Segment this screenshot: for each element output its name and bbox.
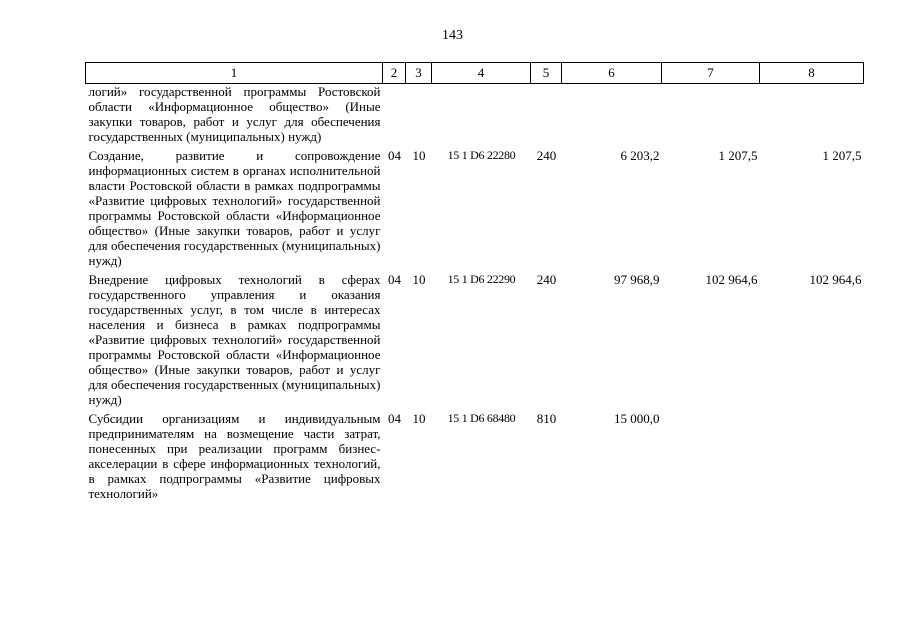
header-row bbox=[86, 63, 864, 84]
row-amount-col8 bbox=[760, 411, 864, 505]
row-description: Создание, развитие и сопровождение информационных систем в органах исполнительной власти Ростовской области в рамках подпрограммы «Развитие цифровых технологий» государственной программы Ростовской области «Информационное общество» (Иные закупки товаров, работ и услуг для обеспечения государственных (муниципальных) нужд) bbox=[88, 148, 381, 268]
row-amount-col8: 102 964,6 bbox=[809, 272, 862, 287]
table-row bbox=[86, 411, 864, 505]
row-subsection-code bbox=[406, 84, 432, 149]
row-section-code: 04 bbox=[388, 272, 401, 287]
table-row bbox=[86, 272, 864, 411]
column-header-5: 5 bbox=[531, 63, 562, 84]
row-target-article: 15 1 D6 22290 bbox=[447, 272, 516, 286]
row-section-code: 04 bbox=[388, 411, 401, 426]
row-amount-col7 bbox=[662, 411, 760, 505]
row-section-code bbox=[383, 84, 406, 149]
row-amount-col6 bbox=[562, 84, 662, 149]
row-section-code: 04 bbox=[388, 148, 401, 163]
table-row bbox=[86, 148, 864, 272]
row-amount-col8 bbox=[760, 84, 864, 149]
column-header-6: 6 bbox=[562, 63, 662, 84]
row-target-article bbox=[432, 84, 531, 149]
row-amount-col7: 1 207,5 bbox=[718, 148, 758, 163]
row-subsection-code: 10 bbox=[412, 148, 426, 163]
row-subsection-code: 10 bbox=[412, 272, 426, 287]
column-header-7: 7 bbox=[662, 63, 760, 84]
row-amount-col8: 1 207,5 bbox=[822, 148, 862, 163]
row-target-article: 15 1 D6 68480 bbox=[447, 411, 516, 425]
page-number: 143 bbox=[442, 28, 463, 43]
table-row bbox=[86, 84, 864, 149]
column-header-3: 3 bbox=[406, 63, 432, 84]
row-expense-type: 810 bbox=[536, 411, 557, 426]
column-header-1: 1 bbox=[86, 63, 383, 84]
column-header-2: 2 bbox=[383, 63, 406, 84]
column-header-8: 8 bbox=[760, 63, 864, 84]
row-expense-type bbox=[531, 84, 562, 149]
row-subsection-code: 10 bbox=[412, 411, 426, 426]
budget-table bbox=[85, 62, 864, 505]
row-description: логий» государственной программы Ростовской области «Информационное общество» (Иные закупки товаров, работ и услуг для обеспечения государственных (муниципальных) нужд) bbox=[88, 84, 381, 144]
row-description: Внедрение цифровых технологий в сферах государственного управления и оказания государственных услуг, в том числе в интересах населения и бизнеса в рамках подпрограммы «Развитие цифровых технологий» государственной программы Ростовской области «Информационное общество» (Иные закупки товаров, работ и услуг для обеспечения государственных (муниципальных) нужд) bbox=[88, 272, 381, 407]
row-description: Субсидии организациям и индивидуальным предпринимателям на возмещение части затрат, понесенных при реализации программ бизнес-акселерации в сфере информационных технологий, в рамках подпрограммы «Развитие цифровых технологий» bbox=[88, 411, 381, 501]
row-expense-type: 240 bbox=[536, 148, 557, 163]
row-amount-col6: 6 203,2 bbox=[620, 148, 660, 163]
column-header-4: 4 bbox=[432, 63, 531, 84]
row-amount-col6: 15 000,0 bbox=[614, 411, 660, 426]
row-amount-col7: 102 964,6 bbox=[705, 272, 758, 287]
row-amount-col6: 97 968,9 bbox=[614, 272, 660, 287]
row-amount-col7 bbox=[662, 84, 760, 149]
row-expense-type: 240 bbox=[536, 272, 557, 287]
row-target-article: 15 1 D6 22280 bbox=[447, 148, 516, 162]
